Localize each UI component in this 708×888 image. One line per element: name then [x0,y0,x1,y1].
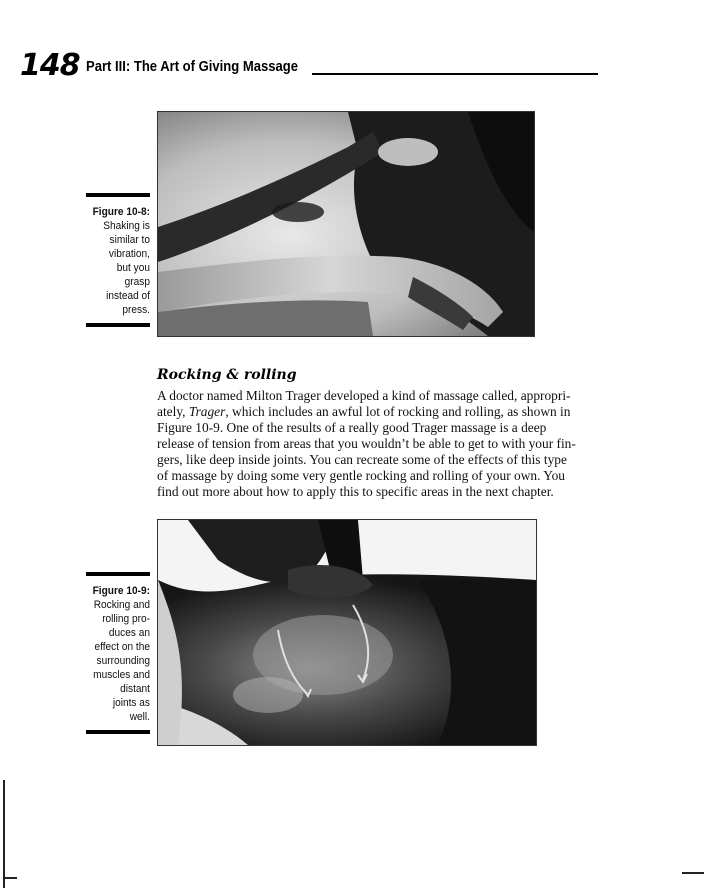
caption-line: joints as [112,697,150,709]
figure-10-8-caption [86,193,150,327]
caption-line: instead of [106,290,150,302]
page-number: 148 [20,48,80,83]
caption-line: Shaking is [103,220,150,232]
caption-top-bar [86,193,150,197]
header-rule [312,73,598,75]
body-line: of massage by doing some very gentle rocking and rolling of your own. You [157,468,565,483]
figure-label: Figure 10-8: [92,206,150,218]
trager-italic: Trager [188,404,226,419]
caption-line: Rocking and [93,599,150,611]
caption-line: well. [129,711,150,723]
caption-line: muscles and [93,669,150,681]
caption-line: but you [116,262,150,274]
caption-line: rolling pro- [102,613,150,625]
running-head: Part III: The Art of Giving Massage [86,59,298,75]
caption-line: vibration, [108,248,150,260]
caption-line: duces an [108,627,150,639]
caption-text [91,205,150,317]
body-line: find out more about how to apply this to specific areas in the next chapter. [157,484,554,499]
caption-bottom-bar [86,730,150,734]
caption-line: distant [120,683,150,695]
body-line: Figure 10-9. One of the results of a really good Trager massage is a deep [157,420,547,435]
caption-line: grasp [124,276,150,288]
figure-10-8-photo [157,111,535,337]
scan-edge-line [3,780,5,888]
caption-line: press. [122,304,150,316]
scan-corner-mark [682,872,704,874]
body-line-prefix: ately, [157,404,189,419]
rocking-back-illustration [158,520,536,745]
figure-10-9-photo [157,519,537,746]
body-line: gers, like deep inside joints. You can recreate some of the effects of this type [157,452,567,467]
caption-text [91,584,150,724]
caption-line: effect on the [94,641,150,653]
caption-line: surrounding [96,655,150,667]
caption-line: similar to [109,234,150,246]
section-body [157,388,612,500]
caption-bottom-bar [86,323,150,327]
shaking-leg-illustration [158,112,534,336]
scan-corner-mark [3,877,17,879]
section-title: Rocking & rolling [157,367,297,383]
body-line-rest: , which includes an awful lot of rocking and rolling, as shown in [225,404,571,419]
caption-top-bar [86,572,150,576]
figure-10-9-caption [86,572,150,734]
figure-label: Figure 10-9: [92,585,150,597]
body-line: release of tension from areas that you wouldn’t be able to get to with your fin- [157,436,576,451]
body-line [157,404,612,420]
body-line: A doctor named Milton Trager developed a kind of massage called, appropri- [157,388,571,403]
